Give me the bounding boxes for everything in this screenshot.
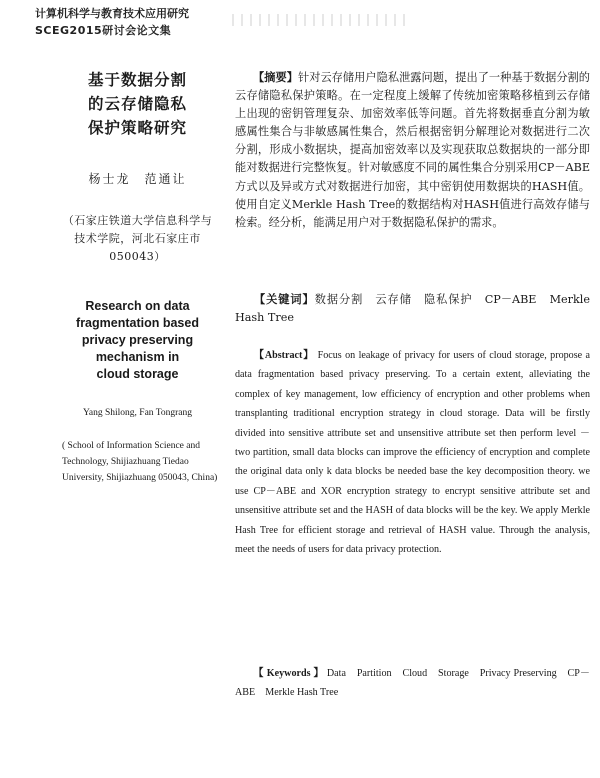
title-en-line: fragmentation based — [76, 316, 199, 330]
abstract-en-label: 【Abstract】 — [253, 350, 315, 361]
affiliation-cn-line: 050043） — [109, 250, 166, 263]
authors-cn: 杨士龙 范通让 — [88, 172, 187, 186]
title-cn — [50, 68, 225, 140]
title-cn-line: 保护策略研究 — [87, 119, 187, 137]
affiliation-cn — [50, 212, 225, 266]
title-en — [50, 298, 225, 383]
keywords-cn-label: 【关键词】 — [253, 292, 315, 306]
abstract-cn-label: 【摘要】 — [253, 70, 298, 84]
journal-header: 计算机科学与教育技术应用研究 — [35, 7, 189, 20]
abstract-en — [235, 346, 590, 559]
title-cn-line: 基于数据分割 — [87, 71, 187, 89]
title-en-line: mechanism in — [95, 350, 180, 364]
keywords-en-label: 【 Keywords 】 — [253, 668, 324, 679]
title-en-line: cloud storage — [96, 367, 179, 381]
title-en-line: privacy preserving — [81, 333, 194, 347]
conference-header: SCEG2015研讨会论文集 — [35, 24, 172, 37]
affiliation-cn-line: 技术学院，河北石家庄市 — [74, 232, 201, 245]
abstract-cn-text: 针对云存储用户隐私泄露问题，提出了一种基于数据分割的云存储隐私保护策略。在一定程度上缓解了传统加密策略移植到云存储上出现的密钥管理复杂、加密效率低等问题。首先将数据垂直分割为敏感属性集合与非敏感属性集合，然后根据密钥分解理论对数据进行二次分割，形成小数据块，提高加密效率以及实现获取总数据块的一部分即能对数据进行完整恢复。针对敏感度不同的属性集合分别采用CP－ABE方式以及异或方式对数据进行加密，其中密钥使用数据块的HASH值。使用自定义Merkle Hash Tree的数据结构对HASH值进行高效存储与检索。经分析，能满足用户对于数据隐私保护的需求。 — [235, 71, 590, 229]
abstract-en-text: Focus on leakage of privacy for users of cloud storage, propose a data fragmentation based privacy preserving. To a certain extent, alleviating the complex of key management, low efficiency of encryption and other problems when transplanting traditional encryption strategy in cloud storage. Data will be firstly divided into sensitive attribute set and unsensitive attribute set then perform level － two partition, small data blocks can improve the efficiency of encryption and complete the original data only k data blocks be needed base the key decomposition theory. we use CP－ABE and XOR encryption strategy to encrypt sensitive attribute set and unsensitive attribute set and the HASH of data blocks will be the key. We apply Merkle Hash Tree for efficient storage and retrieval of HASH value. Through the analysis, meet the needs of users for data privacy protection. — [235, 350, 590, 556]
abstract-cn — [235, 68, 590, 232]
title-en-line: Research on data — [85, 299, 190, 313]
keywords-cn — [235, 290, 590, 327]
title-cn-line: 的云存储隐私 — [87, 95, 187, 113]
keywords-en-text: Data Partition Cloud Storage Privacy Preserving CP－ABE Merkle Hash Tree — [235, 668, 590, 699]
affiliation-en: ( School of Information Science and Technology, Shijiazhuang Tiedao University, Shijiazhuang 050043, China) — [62, 441, 218, 483]
keywords-en — [235, 664, 590, 703]
authors-en: Yang Shilong, Fan Tongrang — [82, 408, 193, 418]
affiliation-cn-line: （石家庄铁道大学信息科学与 — [62, 214, 213, 227]
scan-noise — [232, 14, 412, 26]
keywords-cn-text: 数据分割 云存储 隐私保护 CP－ABE Merkle Hash Tree — [235, 293, 590, 324]
